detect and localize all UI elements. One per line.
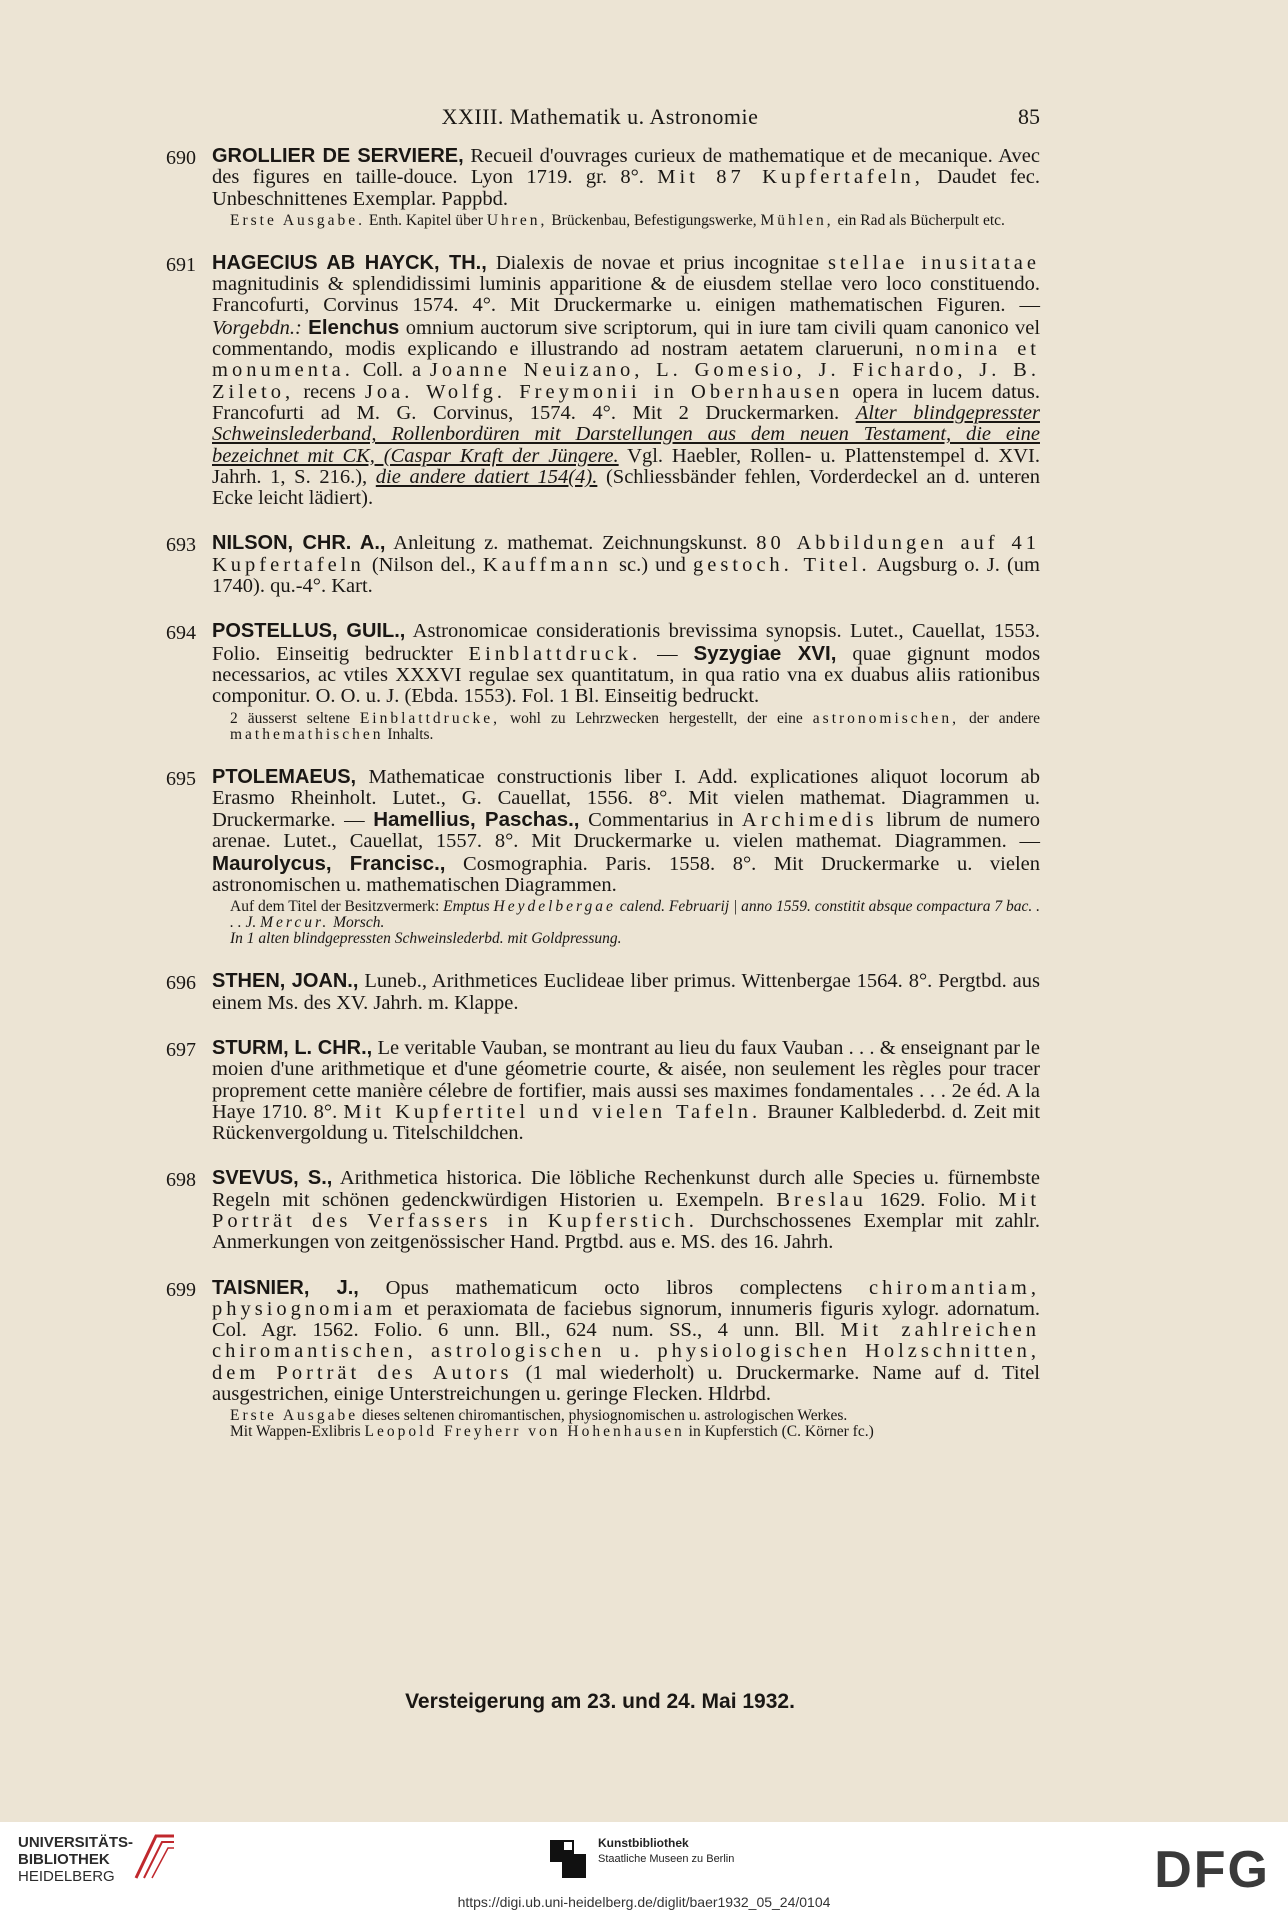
permalink-url[interactable]: https://digi.ub.uni-heidelberg.de/diglit/baer1932_05_24/0104 [457, 1894, 831, 1910]
entry-text-part: recens [303, 380, 356, 403]
spaced-text: Uhren, [486, 211, 548, 229]
university-library-logo[interactable] [18, 1834, 133, 1885]
lot-number: 697 [166, 1038, 196, 1061]
entry-text-part: Astronomicae considerationis brevissima synopsis. Lutet., Cauellat, 1553. Folio. Einseitig bedruckter [212, 620, 1040, 665]
kb-title: Kunstbibliothek [598, 1836, 689, 1850]
entry-author: STHEN, JOAN., [212, 970, 359, 993]
spaced-text: Kauffmann [482, 553, 612, 576]
entry-text-part: Commentarius in [588, 809, 734, 832]
entry-text [212, 621, 1040, 707]
lot-number: 699 [166, 1278, 196, 1301]
catalog-entry [160, 253, 1040, 510]
note-text: ein Rad als Bücherpult etc. [837, 211, 1005, 229]
note-text: Inhalts. [387, 725, 434, 743]
entry-text-part: (1 mal wiederholt) u. Druckermarke. Name auf d. Titel ausgestrichen, einige Unterstreichungen u. geringe Flecken. Hldrbd. [212, 1361, 1041, 1406]
entry-text-part: Cosmographia. Paris. 1558. 8°. Mit Druckermarke u. vielen astronomischen u. mathematischen Diagrammen. [212, 852, 1040, 897]
entry-text-part: opera in lucem datus. Francofurti ad M. G. Corvinus, 1574. 4°. Mit 2 Druckermarken. [212, 380, 1041, 424]
entry-text-part: — [657, 642, 678, 665]
spaced-text: Archimedis [741, 809, 878, 832]
note-text: wohl zu Lehrzwecken hergestellt, der eine [509, 709, 803, 727]
entry-text [212, 253, 1040, 510]
spaced-text: Einblattdruck. [468, 642, 642, 665]
italic-text: Alter blindgepresster Schweinslederband, Rollenbordüren mit Darstellungen aus dem neuen Testament, die eine bezeichnet mit CK, (Caspar Kraft der Jüngere. [212, 401, 1040, 467]
spaced-text: Mit Porträt des Verfassers in Kupferstich. [212, 1188, 1041, 1232]
entry-text-part: (Nilson del., [371, 553, 476, 576]
catalog-entry [160, 767, 1040, 948]
entry-text-part: Opus mathematicum octo libros complectens [385, 1276, 843, 1299]
spaced-text: 80 Abbildungen auf 41 Kupfertafeln [212, 532, 1041, 576]
italic-text: In 1 alten blindgepressten Schweinslederbd. mit Goldpressung. [230, 930, 622, 948]
spaced-text: chiromantiam, physiognomiam [212, 1276, 1040, 1320]
entry-text-part: omnium auctorum sive scriptorum, qui in iure tam civili quam canonico vel commentando, modis explicando e illustrando ad nostram aetatem clarueruni, [212, 316, 1041, 361]
entry-text-part: Augsburg o. J. (um 1740). qu.-4°. Kart. [212, 553, 1041, 598]
note-text: Brückenbau, Befestigungswerke, [551, 211, 757, 229]
entry-text-part: et peraxiomata de faciebus signorum, innumeris figuris xylogr. adornatum. Col. Agr. 1562. Folio. 6 unn. Bll., 624 num. SS., 4 unn. Bll. [212, 1297, 1041, 1342]
page-number: 85 [1018, 104, 1040, 129]
entry-author: HAGECIUS AB HAYCK, TH., [212, 251, 487, 274]
entry-note [230, 213, 1040, 229]
lot-number: 695 [166, 767, 196, 790]
bottom-logo-bar [0, 1822, 1288, 1914]
note-text: Auf dem Titel der Besitzvermerk: [230, 898, 440, 916]
lot-number: 694 [166, 622, 196, 645]
entry-text [212, 1038, 1040, 1144]
entry-text-part: Le veritable Vauban, se montrant au lieu du faux Vauban . . . & enseignant par le moien d'une arithmetique et d'une géometrie courte, & aisée, non seulement les règles pour tracer proprement cette manière célebre de fortifier, mais aussi ses maximes fondamentales . . . 2e éd. A la Haye 1710. 8°. [212, 1036, 1040, 1123]
entry-author: STURM, L. CHR., [212, 1036, 373, 1059]
dfg-logo[interactable]: DFG [1154, 1841, 1270, 1899]
lot-number: 698 [166, 1169, 196, 1192]
entry-text-part: Vgl. Haebler, Rollen- u. Plattenstempel d. XVI. Jahrh. 1, S. 216.), [212, 444, 1040, 488]
note-text: der andere [968, 709, 1041, 727]
running-header [160, 104, 1040, 134]
catalog-entries [160, 146, 1040, 1464]
catalog-entry [160, 533, 1040, 597]
bold-title: Maurolycus, Francisc., [212, 851, 446, 875]
spaced-text: Mercur. [260, 914, 330, 932]
bold-title: Hamellius, Paschas., [373, 808, 580, 832]
note-text: in Kupferstich (C. Körner fc.) [688, 1423, 874, 1441]
entry-text-part: Recueil d'ouvrages curieux de mathematique et de mecanique. Avec des figures en taille-douce. Lyon 1719. gr. 8°. [212, 145, 1040, 189]
entry-text-part: sc.) und [619, 553, 686, 576]
spaced-text: Einblattdrucke, [359, 709, 500, 727]
entry-text [212, 1168, 1040, 1253]
italic-text: die andere datiert 154(4). [375, 465, 598, 488]
entry-text-part: Arithmetica historica. Die löbliche Rechenkunst durch alle Species u. fürnembste Regeln mit schönen gedenckwürdigen Historien u. Exempeln. [212, 1167, 1040, 1211]
catalog-entry [160, 971, 1040, 1014]
entry-author: NILSON, CHR. A., [212, 532, 386, 555]
spaced-text: Heydelbergae [493, 898, 616, 916]
note-text: Mit Wappen-Exlibris [230, 1423, 361, 1441]
spaced-text: Mühlen, [760, 211, 834, 229]
entry-text [212, 767, 1040, 897]
section-title: XXIII. Mathematik u. Astronomie [441, 104, 759, 129]
catalog-entry [160, 146, 1040, 229]
spaced-text: Joanne Neuizano, L. Gomesio, J. Fichardo, J. B. Zileto, [212, 359, 1040, 403]
entry-author: TAISNIER, J., [212, 1276, 359, 1299]
entry-note [230, 711, 1040, 743]
entry-text-part: librum de numero arenae. Lutet., Cauellat, 1557. 8°. Mit Druckermarke u. vielen mathemat. Diagrammen. — [212, 809, 1040, 853]
entry-text-part: Durchschossenes Exemplar mit zahlr. Anmerkungen von zeitgenössischer Hand. Prgtbd. aus e. MS. des 16. Jahrh. [212, 1209, 1040, 1254]
spaced-text: Breslau [776, 1188, 867, 1211]
kb-subtitle: Staatliche Museen zu Berlin [598, 1853, 735, 1865]
note-text: Enth. Kapitel über [368, 211, 483, 229]
italic-text: Emptus [443, 898, 490, 916]
spaced-text: mathemathischen [230, 725, 384, 743]
bold-title: Syzygiae XVI, [693, 641, 837, 665]
entry-text-part: Mathematicae constructionis liber I. Add. explicationes aliquot locorum ab Erasmo Rheinholt. Lutet., G. Cauellat, 1556. 8°. Mit vielen mathemat. Diagrammen u. Druckermarke. — [212, 765, 1040, 832]
catalog-entry [160, 621, 1040, 742]
entry-text [212, 971, 1040, 1014]
spaced-text: astronomischen, [812, 709, 959, 727]
entry-text-part: Brauner Kalblederbd. d. Zeit mit Rückenvergoldung u. Titelschildchen. [212, 1100, 1041, 1145]
uni-line: BIBLIOTHEK [18, 1851, 110, 1868]
entry-text-part: Coll. a [362, 359, 422, 382]
lot-number: 691 [166, 253, 196, 276]
catalog-entry [160, 1038, 1040, 1144]
spaced-text: nomina et monumenta. [212, 338, 1040, 382]
university-emblem-icon [132, 1830, 178, 1882]
spaced-text: Leopold Freyherr von Hohenhausen [364, 1423, 685, 1441]
kunstbibliothek-emblem-icon [550, 1840, 588, 1880]
bold-title: Elenchus [308, 315, 400, 339]
spaced-text: Mit Kupfertitel und vielen Tafeln. [343, 1100, 762, 1123]
uni-line: HEIDELBERG [18, 1868, 115, 1885]
spaced-text: Erste Ausgabe. [230, 211, 365, 229]
entry-text-part: Dialexis de novae et prius incognitae [495, 251, 819, 274]
entry-text-part: (Schliessbänder fehlen, Vorderdeckel an d. unteren Ecke leicht lädiert). [212, 465, 1041, 510]
entry-text [212, 1278, 1040, 1406]
entry-author: GROLLIER DE SERVIERE, [212, 145, 464, 167]
entry-note [230, 899, 1040, 947]
entry-author: SVEVUS, S., [212, 1167, 333, 1190]
entry-author: PTOLEMAEUS, [212, 765, 357, 788]
entry-text [212, 146, 1040, 210]
catalog-entry [160, 1278, 1040, 1441]
lot-number: 693 [166, 534, 196, 557]
spaced-text: Mit zahlreichen chiromantischen, astrologischen u. physiologischen Holzschnitten, dem Porträt des Autors [212, 1319, 1040, 1384]
spaced-text: stellae inusitatae [828, 251, 1040, 274]
uni-line: UNIVERSITÄTS- [18, 1834, 134, 1851]
entry-text-part: quae gignunt modos necessarios, ac vtiles XXXVI regulae sex quantitatum, in qua ratio vna ex duabus aliis rationibus componitur. O. O. u. J. (Ebda. 1553). Fol. 1 Bl. Einseitig bedruckt. [212, 642, 1041, 708]
entry-author: POSTELLUS, GUIL., [212, 620, 406, 643]
spaced-text: gestoch. Titel. [693, 553, 871, 576]
entry-text-part: magnitudinis & splendidissimi luminis apparitione & de eiusdem stellae vero loco constituendo. Francofurti, Corvinus 1574. 4°. Mit Druckermarke u. einigen mathematischen Figuren. — [212, 273, 1040, 317]
kunstbibliothek-text [598, 1836, 734, 1867]
catalog-entry [160, 1168, 1040, 1253]
entry-text-part: Luneb., Arithmetices Euclideae liber primus. Wittenbergae 1564. 8°. Pergtbd. aus einem Ms. des XV. Jahrh. m. Klappe. [212, 970, 1041, 1014]
entry-text-part: 1629. Folio. [879, 1188, 987, 1211]
spaced-text: Erste Ausgabe [230, 1407, 359, 1425]
note-text: dieses seltenen chiromantischen, physiognomischen u. astrologischen Werkes. [361, 1407, 848, 1425]
note-text: 2 äusserst seltene [230, 709, 350, 727]
lot-number: 690 [166, 147, 196, 169]
italic-text: Vorgebdn.: [212, 316, 302, 339]
entry-text-part: Anleitung z. mathemat. Zeichnungskunst. [393, 532, 748, 555]
spaced-text: Mit 87 Kupfertafeln, [657, 166, 924, 189]
italic-text: calend. Februarij | anno 1559. constitit absque compactura 7 bac. . . . J. [230, 898, 1041, 932]
entry-text [212, 533, 1040, 597]
entry-text-part: Daudet fec. Unbeschnittenes Exemplar. Pappbd. [212, 166, 1041, 210]
spaced-text: Joa. Wolfg. Freymonii in Obernhausen [364, 380, 844, 403]
entry-note [230, 1408, 1040, 1440]
lot-number: 696 [166, 972, 196, 995]
auction-date-line: Versteigerung am 23. und 24. Mai 1932. [405, 1690, 795, 1713]
italic-text: Morsch. [333, 914, 385, 932]
